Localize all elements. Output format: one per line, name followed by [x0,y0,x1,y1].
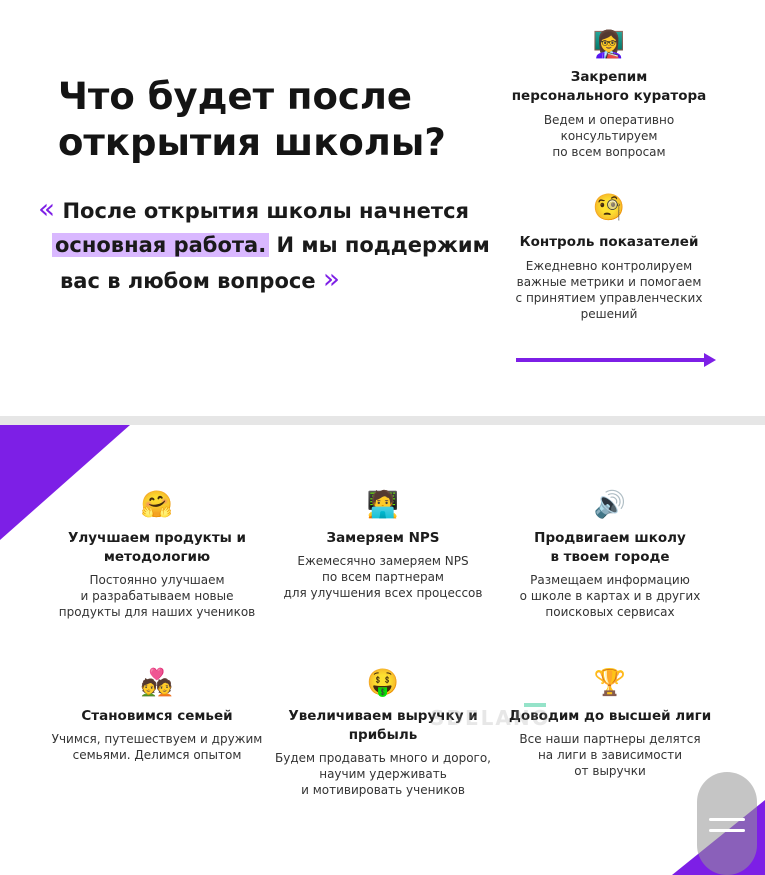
side-item-title: персонального куратора [511,88,707,104]
card-text: о школе в картах и в других [519,589,701,603]
card-text: Будем продавать много и дорого, [274,751,491,765]
side-item-text: по всем вопросам [552,145,666,159]
card-title: Замеряем NPS [326,530,440,546]
card-products [42,490,272,620]
card-text: по всем партнерам [322,570,444,584]
side-item-title: Контроль показателей [519,234,699,250]
card-title: Становимся семьей [81,708,233,724]
card-text: продукты для наших учеников [58,605,256,619]
card-title: прибыль [348,727,418,743]
card-text: научим удерживать [319,767,447,781]
quote-highlight: основная работа. [52,233,269,257]
menu-button[interactable] [697,772,757,875]
card-title: Продвигаем школу [534,530,686,546]
title-line: открытия школы? [58,121,446,164]
quote-text: После открытия школы начнется [62,199,470,223]
card-text: Все наши партнеры делятся [519,732,701,746]
money-mouth-face-emoji-icon: 🤑 [366,668,400,698]
side-item-curator [494,30,724,160]
technologist-emoji-icon: 🧑‍💻 [366,490,400,520]
card-title: методологию [103,549,211,565]
side-item-text: консультируем [560,129,658,143]
card-revenue [268,668,498,798]
card-nps [268,490,498,601]
card-title: Улучшаем продукты и [67,530,247,546]
side-item-metrics [494,193,724,322]
quote-block [38,192,498,298]
hugging-face-emoji-icon: 🤗 [140,490,174,520]
side-item-text: с принятием управленческих [515,291,703,305]
card-text: Ежемесячно замеряем NPS [297,554,469,568]
teacher-emoji-icon: 👩‍🏫 [592,30,626,60]
arrow-right-icon [704,353,716,367]
close-quote-mark: » [322,262,341,295]
card-text: для улучшения всех процессов [283,586,483,600]
card-text: на лиги в зависимости [537,748,683,762]
card-text: и мотивировать учеников [301,783,465,797]
side-item-title: Закрепим [570,69,648,85]
speaker-emoji-icon: 🔊 [593,490,627,520]
watermark: SDELANO [430,706,551,730]
hamburger-icon [709,818,745,840]
card-text: и разрабатываем новые [80,589,234,603]
card-text: Учимся, путешествуем и дружим [51,732,263,746]
section-divider [0,416,765,425]
quote-text: И мы поддержим [276,233,490,257]
title-line: Что будет после [58,75,413,118]
card-text: Постоянно улучшаем [89,573,225,587]
side-item-text: Ежедневно контролируем [525,259,693,273]
card-text: Размещаем информацию [530,573,690,587]
arrow-line [516,358,706,362]
card-text: поисковых сервисах [545,605,675,619]
card-title: Доводим до высшей лиги [508,708,712,724]
open-quote-mark: « [38,192,56,225]
side-item-text: Ведем и оперативно [543,113,675,127]
quote-text: вас в любом вопросе [60,269,316,293]
side-item-text: решений [580,307,638,321]
card-family [42,668,272,763]
card-title: в твоем городе [550,549,670,565]
couple-heart-emoji-icon: 💑 [140,668,174,698]
page-title [58,74,458,166]
card-title: Увеличиваем выручку и [288,708,478,724]
card-promotion [495,490,725,620]
trophy-emoji-icon: 🏆 [593,668,627,698]
card-text: семьями. Делимся опытом [72,748,242,762]
monocle-face-emoji-icon: 🧐 [592,193,626,223]
side-item-text: важные метрики и помогаем [516,275,702,289]
card-text: от выручки [574,764,646,778]
